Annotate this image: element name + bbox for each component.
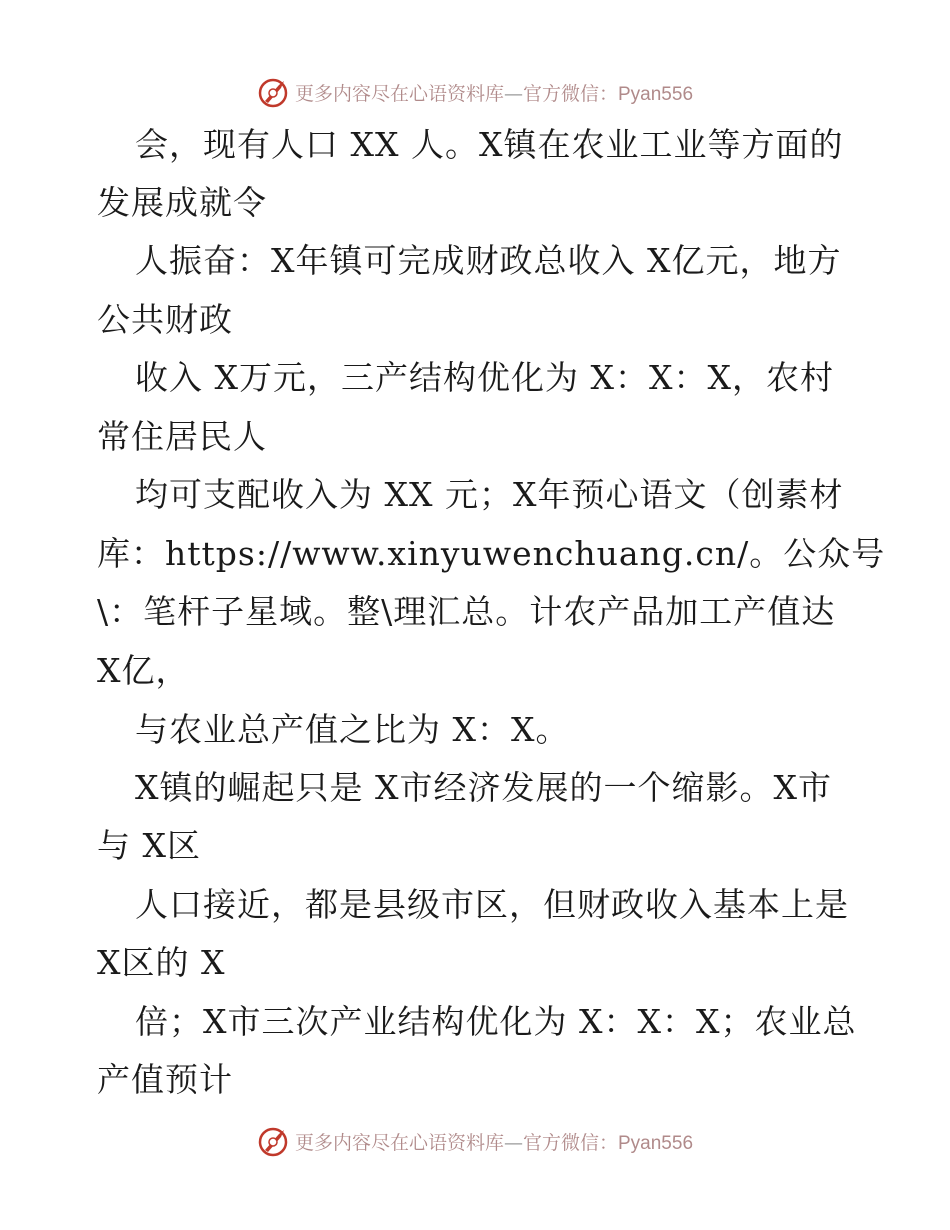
header-site-text: 更多内容尽在心语资料库: [294, 82, 504, 105]
header-wechat-label: 官方微信：: [522, 82, 618, 105]
body-line: 发展成就令: [97, 183, 267, 222]
header-dash: —: [503, 82, 523, 105]
header-banner-text: [295, 79, 693, 106]
header-wechat-id: Pyan556: [618, 83, 694, 105]
body-line: X镇的崛起只是 X市经济发展的一个缩影。X市: [135, 768, 832, 807]
body-line: 产值预计: [97, 1060, 233, 1099]
body-line: \：笔杆子星域。整\理汇总。计农产品加工产值达: [97, 592, 836, 631]
body-line: 与 X区: [97, 826, 201, 865]
body-line: 常住居民人: [97, 417, 267, 456]
body-line: X区的 X: [97, 943, 226, 982]
body-line: 会，现有人口 XX 人。X镇在农业工业等方面的: [135, 125, 844, 164]
body-line: 人振奋：X年镇可完成财政总收入 X亿元，地方: [135, 241, 842, 280]
footer-wechat-label: 官方微信：: [522, 1131, 618, 1154]
body-line: 收入 X万元，三产结构优化为 X：X：X，农村: [135, 358, 834, 397]
body-line: X亿，: [97, 651, 190, 690]
pen-logo-icon: [257, 1124, 291, 1158]
footer-dash: —: [503, 1131, 523, 1154]
footer-banner: [0, 1121, 950, 1161]
body-line: 倍；X市三次产业结构优化为 X：X：X；农业总: [135, 1002, 857, 1041]
body-line: 与农业总产值之比为 X：X。: [135, 710, 570, 749]
header-banner: [0, 72, 950, 112]
footer-site-text: 更多内容尽在心语资料库: [294, 1131, 504, 1154]
body-line: 库：https://www.xinyuwenchuang.cn/。公众号: [97, 534, 886, 573]
body-line: 均可支配收入为 XX 元；X年预心语文（创素材: [135, 475, 844, 514]
pen-logo-icon: [257, 75, 291, 109]
footer-banner-text: [295, 1128, 693, 1155]
body-line: 公共财政: [97, 300, 233, 339]
footer-wechat-id: Pyan556: [618, 1132, 694, 1154]
body-line: 人口接近，都是县级市区，但财政收入基本上是: [135, 885, 849, 924]
